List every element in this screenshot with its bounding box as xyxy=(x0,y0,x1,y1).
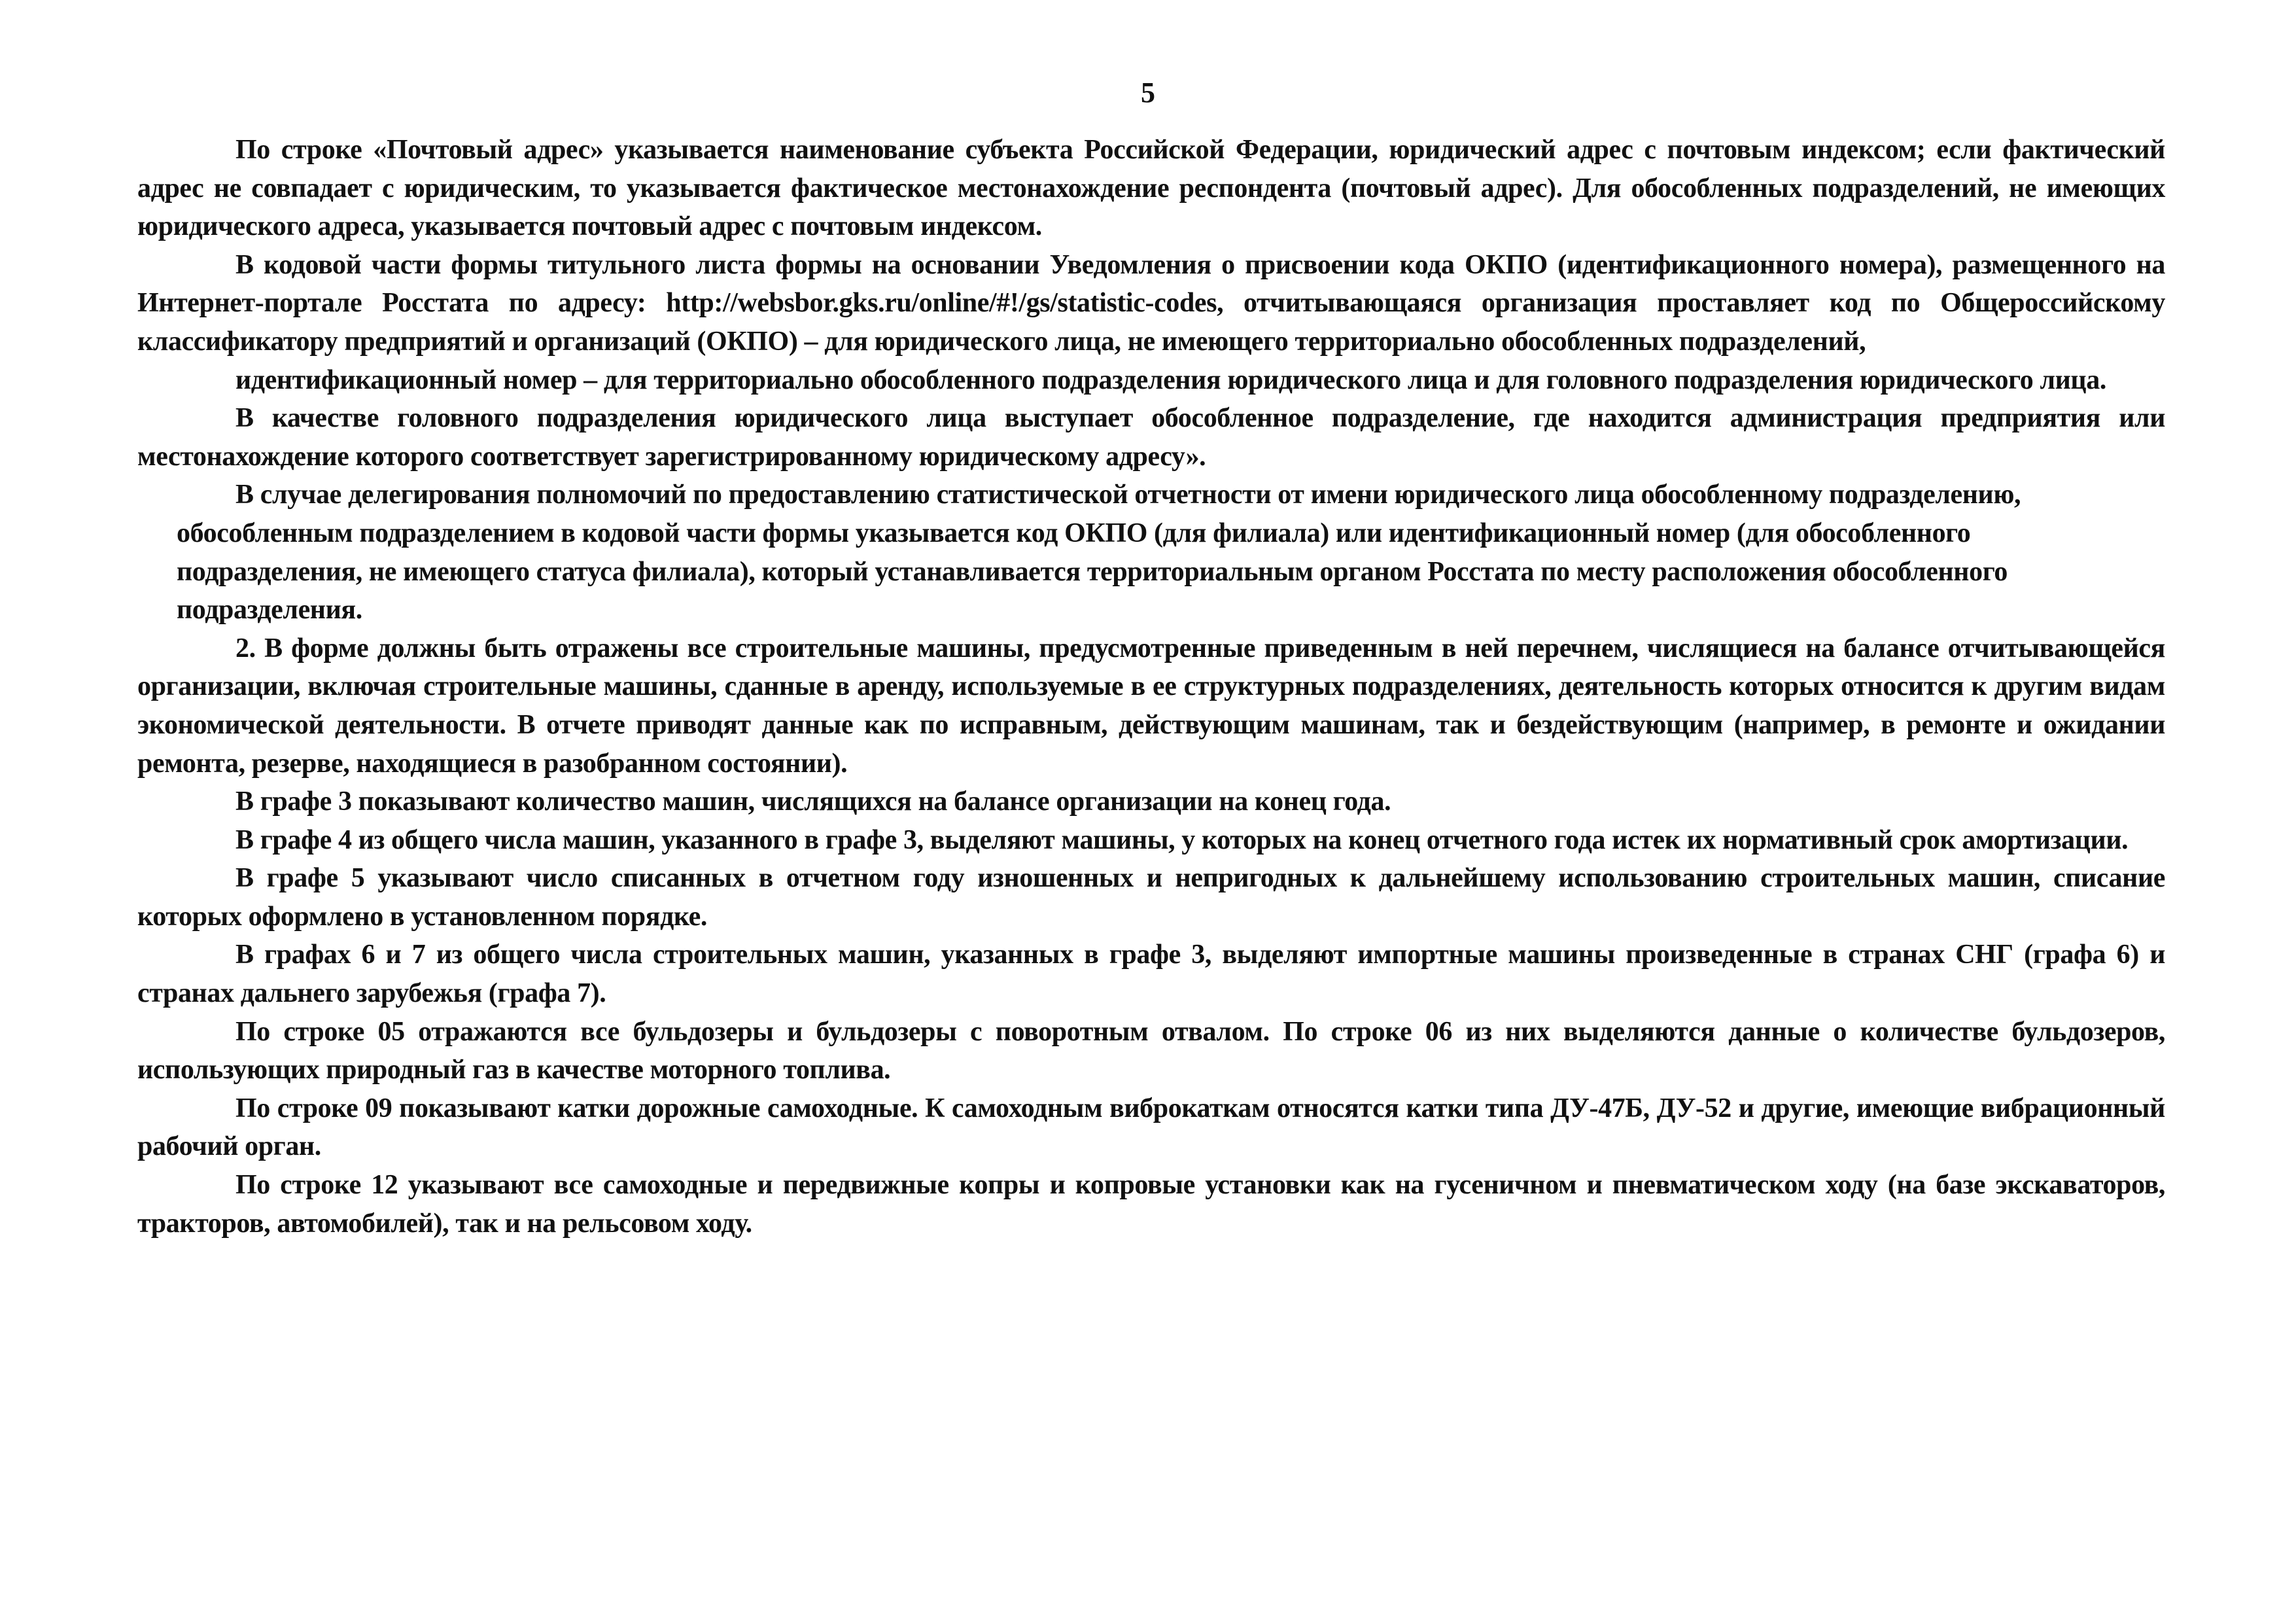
document-body xyxy=(137,131,2165,1243)
paragraph-columns-6-7: В графах 6 и 7 из общего числа строительных машин, указанных в графе 3, выделяют импортные машины произведенные в странах СНГ (графа 6) и странах дальнего зарубежья (графа 7). xyxy=(137,940,2165,1009)
paragraph-okpo-code: В кодовой части формы титульного листа формы на основании Уведомления о присвоении кода ОКПО (идентификационного номера), размещенного на Интернет-портале Росстата по адресу: http://websbor.gks.ru/online/#!/gs/statistic-codes, отчитывающаяся организация проставляет код по Общероссийскому классификатору предприятий и организаций (ОКПО) – для юридического лица, не имеющего территориально обособленных подразделений, xyxy=(137,249,2165,357)
paragraph-line-12: По строке 12 указывают все самоходные и передвижные копры и копровые установки как на гусеничном и пневматическом ходу (на базе экскаваторов, тракторов, автомобилей), так и на рельсовом ходу. xyxy=(137,1170,2165,1239)
paragraph-machines-list: 2. В форме должны быть отражены все строительные машины, предусмотренные приведенным в ней перечнем, числящиеся на балансе отчитывающейся организации, включая строительные машины, сданные в аренду, используемые в ее структурных подразделениях, деятельность которых относится к другим видам экономической деятельности. В отчете приводят данные как по исправным, действующим машинам, так и бездействующим (например, в ремонте и ожидании ремонта, резерве, находящиеся в разобранном состоянии). xyxy=(137,633,2165,779)
paragraph-line-09: По строке 09 показывают катки дорожные самоходные. К самоходным виброкаткам относятся катки типа ДУ-47Б, ДУ-52 и другие, имеющие вибрационный рабочий орган. xyxy=(137,1093,2165,1162)
paragraph-column-3: В графе 3 показывают количество машин, числящихся на балансе организации на конец года. xyxy=(235,786,1391,817)
paragraph-head-division: В качестве головного подразделения юридического лица выступает обособленное подразделение, где находится администрация предприятия или местонахождение которого соответствует зарегистрированному юридическому адресу». xyxy=(137,403,2165,472)
page-number: 5 xyxy=(1141,77,1155,109)
paragraph-postal-address: По строке «Почтовый адрес» указывается наименование субъекта Российской Федерации, юридический адрес с почтовым индексом; если фактический адрес не совпадает с юридическим, то указывается фактическое местонахождение респондента (почтовый адрес). Для обособленных подразделений, не имеющих юридического адреса, указывается почтовый адрес с почтовым индексом. xyxy=(137,135,2165,242)
paragraph-line-05: По строке 05 отражаются все бульдозеры и бульдозеры с поворотным отвалом. По строке 06 из них выделяются данные о количестве бульдозеров, использующих природный газ в качестве моторного топлива. xyxy=(137,1016,2165,1086)
paragraph-column-4: В графе 4 из общего числа машин, указанного в графе 3, выделяют машины, у которых на конец отчетного года истек их нормативный срок амортизации. xyxy=(235,824,2129,855)
paragraph-identification-number: идентификационный номер – для территориально обособленного подразделения юридического лица и для головного подразделения юридического лица. xyxy=(235,364,2106,395)
paragraph-column-5: В графе 5 указывают число списанных в отчетном году изношенных и непригодных к дальнейшему использованию строительных машин, списание которых оформлено в установленном порядке. xyxy=(137,863,2165,932)
paragraph-delegation: В случае делегирования полномочий по предоставлению статистической отчетности от имени юридического лица обособленному подразделению, обособленным подразделением в кодовой части формы указывается код ОКПО (для филиала) или идентификационный номер (для обособленного подразделения, не имеющего статуса филиала), который устанавливается территориальным органом Росстата по месту расположения обособленного подразделения. xyxy=(177,480,2021,626)
